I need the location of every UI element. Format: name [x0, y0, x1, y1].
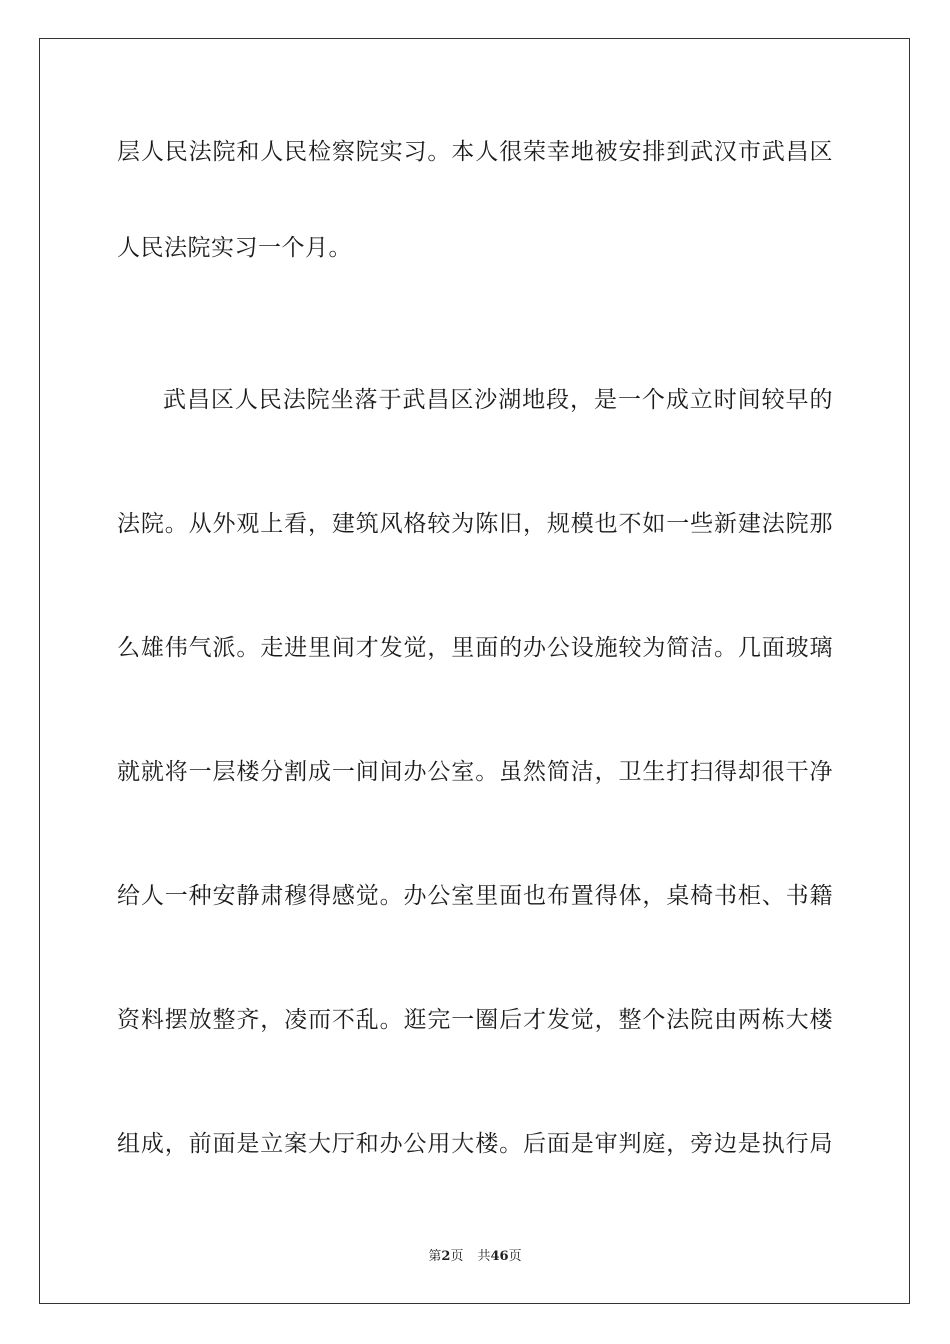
total-pages: 46	[490, 1249, 509, 1264]
total-suffix: 页	[508, 1249, 522, 1264]
body-line-9: 组成，前面是立案大厅和办公用大楼。后面是审判庭，旁边是执行局	[117, 1131, 833, 1157]
body-line-8: 资料摆放整齐，凌而不乱。逛完一圈后才发觉，整个法院由两栋大楼	[117, 1007, 833, 1033]
body-line-5: 么雄伟气派。走进里间才发觉，里面的办公设施较为简洁。几面玻璃	[117, 635, 833, 661]
page-footer	[0, 1248, 950, 1266]
body-line-2: 人民法院实习一个月。	[117, 235, 352, 261]
body-line-3: 武昌区人民法院坐落于武昌区沙湖地段，是一个成立时间较早的	[163, 387, 833, 413]
page-prefix: 第	[428, 1249, 442, 1264]
page-border	[39, 38, 910, 1304]
body-line-7: 给人一种安静肃穆得感觉。办公室里面也布置得体，桌椅书柜、书籍	[117, 883, 833, 909]
body-line-4: 法院。从外观上看，建筑风格较为陈旧，规模也不如一些新建法院那	[117, 511, 833, 537]
body-line-6: 就就将一层楼分割成一间间办公室。虽然简洁，卫生打扫得却很干净	[117, 759, 833, 785]
page-suffix: 页	[450, 1249, 464, 1264]
page-current: 2	[441, 1249, 451, 1264]
body-line-1: 层人民法院和人民检察院实习。本人很荣幸地被安排到武汉市武昌区	[117, 139, 833, 165]
total-prefix: 共	[477, 1249, 491, 1264]
